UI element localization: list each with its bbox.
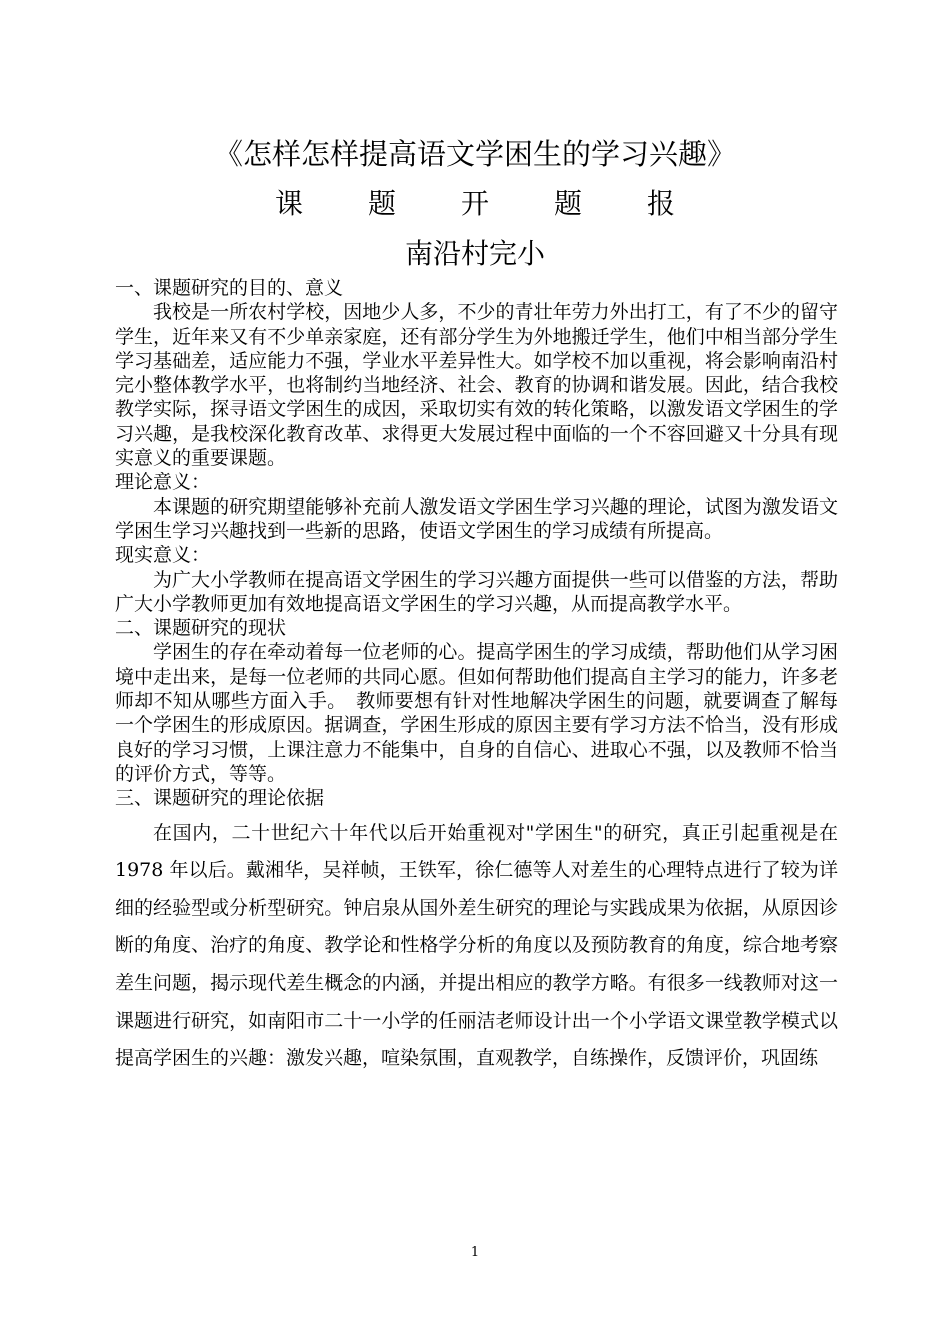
document-body	[115, 276, 838, 1078]
school-name: 南沿村完小	[404, 237, 545, 270]
paragraph-status: 学困生的存在牵动着每一位老师的心。提高学困生的学习成绩，帮助他们从学习困境中走出来，是每一位老师的共同心愿。但如何帮助他们提高自主学习的能力，许多老师却不知从哪些方面入手。 教师要想有针对性地解决学困生的问题，就要调查了解每一个学困生的形成原因。据调查，学困生形成的原因主要有学习方法不恰当，没有形成良好的学习习惯，上课注意力不能集中，自身的自信心、进取心不强，以及教师不恰当的评价方式，等等。	[115, 641, 838, 785]
page-number: 1	[470, 1245, 480, 1260]
paragraph-theory: 本课题的研究期望能够补充前人激发语文学困生学习兴趣的理论，试图为激发语文学困生学习兴趣找到一些新的思路，使语文学困生的学习成绩有所提高。	[115, 495, 838, 542]
paragraph-basis: 在国内，二十世纪六十年代以后开始重视对"学困生"的研究，真正引起重视是在 1978 年以后。戴湘华，吴祥帧，王铁军，徐仁德等人对差生的心理特点进行了较为详细的经验型或分析型研究。钟启泉从国外差生研究的理论与实践成果为依据，从原因诊断的角度、治疗的角度、教学论和性格学分析的角度以及预防教育的角度，综合地考察差生问题，揭示现代差生概念的内涵，并提出相应的教学方略。有很多一线教师对这一课题进行研究，如南阳市二十一小学的任丽洁老师设计出一个小学语文课堂教学模式以提高学困生的兴趣：激发兴趣，喧染氛围，直观教学，自练操作，反馈评价，巩固练	[115, 821, 838, 1070]
subheading-theory: 理论意义：	[115, 471, 211, 494]
section-heading-status: 二、课题研究的现状	[115, 617, 287, 640]
document-subtitle: 课题开题报	[274, 187, 740, 220]
paragraph-purpose: 我校是一所农村学校，因地少人多，不少的青壮年劳力外出打工，有了不少的留守学生，近年来又有不少单亲家庭，还有部分学生为外地搬迁学生，他们中相当部分学生学习基础差，适应能力不强，学业水平差异性大。如学校不加以重视，将会影响南沿村完小整体教学水平，也将制约当地经济、社会、教育的协调和谐发展。因此，结合我校教学实际，探寻语文学困生的成因，采取切实有效的转化策略，以激发语文学困生的学习兴趣，是我校深化教育改革、求得更大发展过程中面临的一个不容回避又十分具有现实意义的重要课题。	[115, 301, 838, 470]
subheading-practice: 现实意义：	[115, 544, 211, 567]
section-heading-basis: 三、课题研究的理论依据	[115, 787, 325, 810]
document-title: 《怎样怎样提高语文学困生的学习兴趣》	[213, 137, 736, 171]
section-heading-purpose: 一、课题研究的目的、意义	[115, 277, 344, 299]
paragraph-practice: 为广大小学教师在提高语文学困生的学习兴趣方面提供一些可以借鉴的方法，帮助广大小学教师更加有效地提高语文学困生的学习兴趣，从而提高教学水平。	[115, 568, 838, 615]
